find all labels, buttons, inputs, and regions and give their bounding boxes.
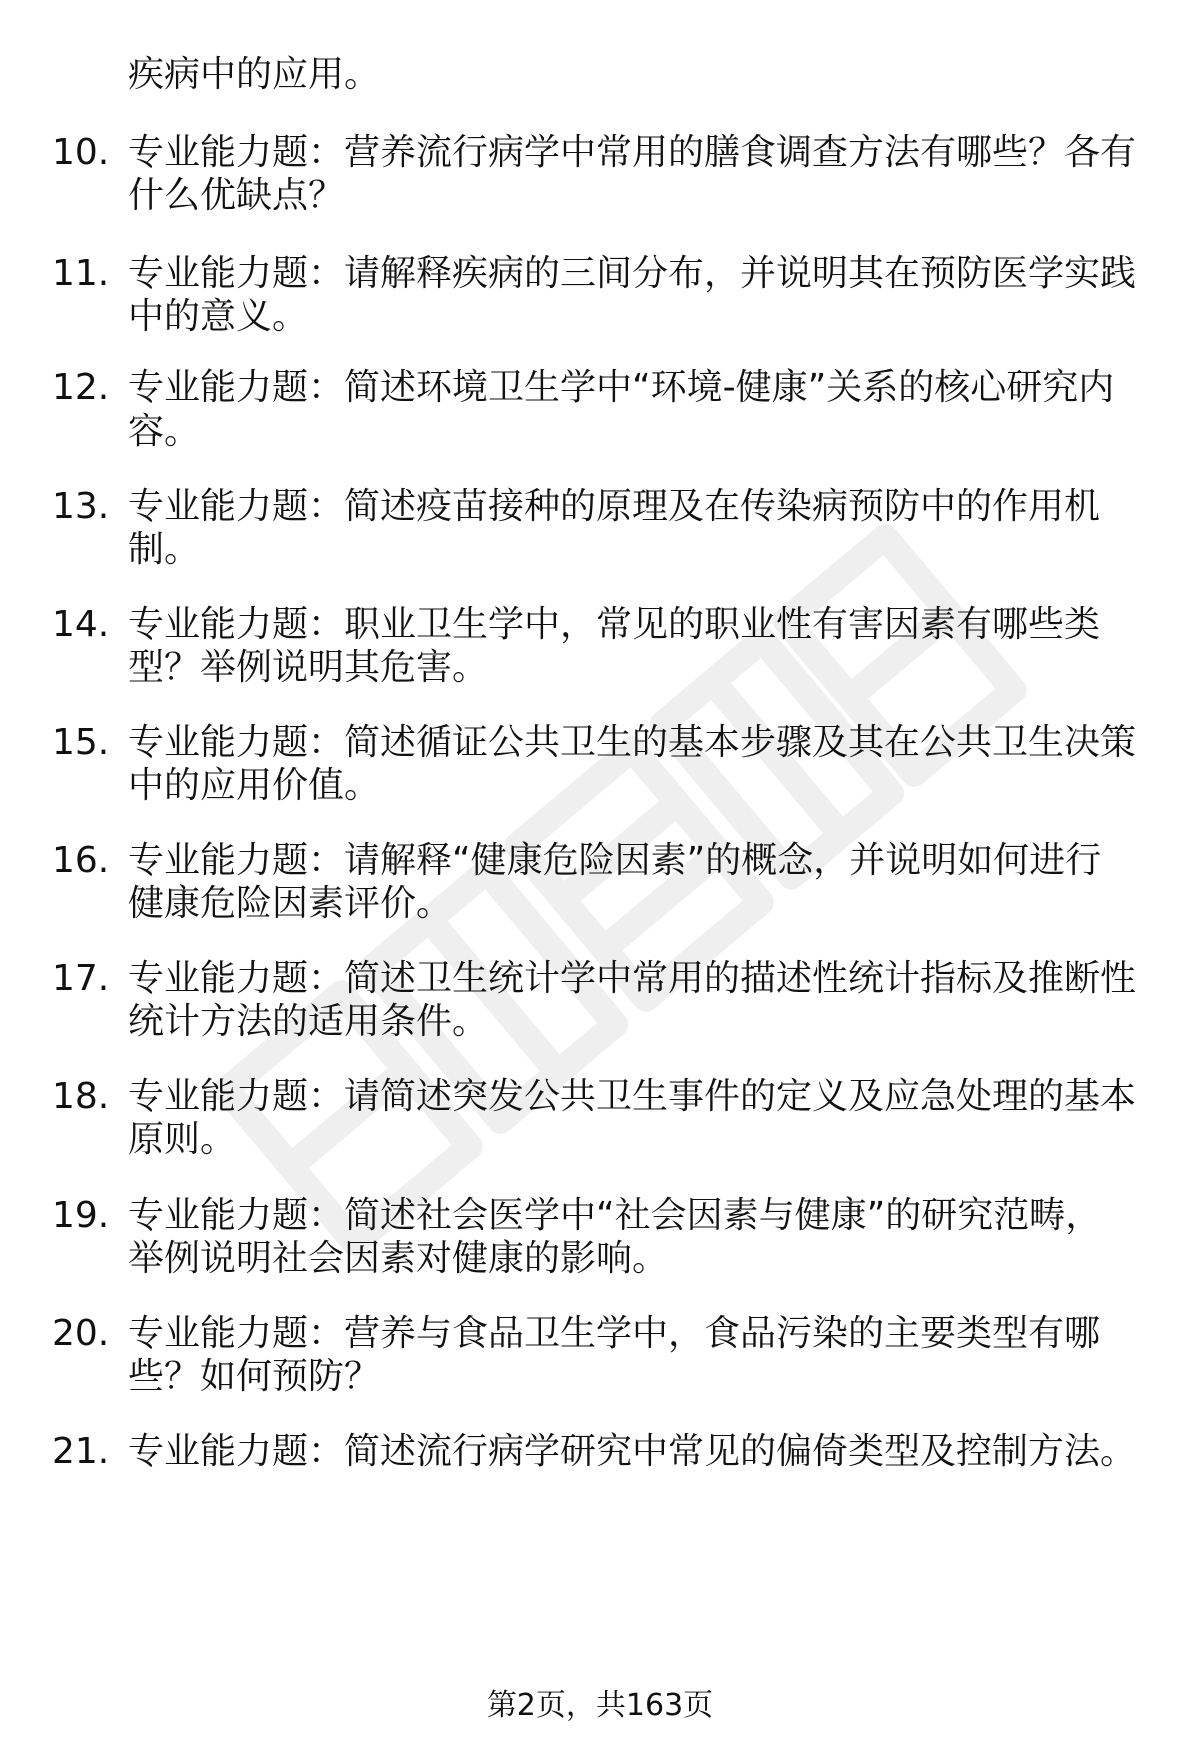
item-number-20: 20. <box>52 1313 110 1354</box>
item-number-12: 12. <box>52 367 110 408</box>
item-number-10: 10. <box>52 132 110 173</box>
item-17-line-1: 专业能力题：简述卫生统计学中常用的描述性统计指标及推断性 <box>128 958 1137 999</box>
item-20-line-2: 些？如何预防？ <box>128 1356 381 1397</box>
item-11-line-1: 专业能力题：请解释疾病的三间分布，并说明其在预防医学实践 <box>128 253 1137 294</box>
item-15-line-1: 专业能力题：简述循证公共卫生的基本步骤及其在公共卫生决策 <box>128 722 1137 763</box>
item-number-21: 21. <box>52 1431 110 1472</box>
item-19-line-1: 专业能力题：简述社会医学中“社会因素与健康”的研究范畴， <box>128 1195 1102 1236</box>
continued-line: 疾病中的应用。 <box>128 54 381 95</box>
item-number-16: 16. <box>52 840 110 881</box>
item-18-line-1: 专业能力题：请简述突发公共卫生事件的定义及应急处理的基本 <box>128 1076 1137 1117</box>
item-18-line-2: 原则。 <box>128 1119 237 1160</box>
item-number-17: 17. <box>52 958 110 999</box>
item-14-line-1: 专业能力题：职业卫生学中，常见的职业性有害因素有哪些类 <box>128 604 1101 645</box>
page-footer: 第2页，共163页 <box>486 1688 714 1723</box>
item-12-line-2: 容。 <box>128 411 201 452</box>
item-number-15: 15. <box>52 722 110 763</box>
item-14-line-2: 型？举例说明其危害。 <box>128 647 489 688</box>
item-12-line-1: 专业能力题：简述环境卫生学中“环境-健康”关系的核心研究内 <box>128 367 1115 408</box>
item-number-18: 18. <box>52 1076 110 1117</box>
item-15-line-2: 中的应用价值。 <box>128 765 381 806</box>
item-21-line-1: 专业能力题：简述流行病学研究中常见的偏倚类型及控制方法。 <box>128 1431 1137 1472</box>
item-number-19: 19. <box>52 1195 110 1236</box>
item-number-13: 13. <box>52 486 110 527</box>
item-16-line-1: 专业能力题：请解释“健康危险因素”的概念，并说明如何进行 <box>128 840 1102 881</box>
item-13-line-2: 制。 <box>128 529 201 570</box>
item-19-line-2: 举例说明社会因素对健康的影响。 <box>128 1238 669 1279</box>
item-number-11: 11. <box>52 253 110 294</box>
item-11-line-2: 中的意义。 <box>128 296 309 337</box>
item-10-line-2: 什么优缺点？ <box>128 175 345 216</box>
item-20-line-1: 专业能力题：营养与食品卫生学中，食品污染的主要类型有哪 <box>128 1313 1101 1354</box>
item-17-line-2: 统计方法的适用条件。 <box>128 1001 489 1042</box>
item-13-line-1: 专业能力题：简述疫苗接种的原理及在传染病预防中的作用机 <box>128 486 1101 527</box>
item-10-line-1: 专业能力题：营养流行病学中常用的膳食调查方法有哪些？各有 <box>128 132 1137 173</box>
item-number-14: 14. <box>52 604 110 645</box>
item-16-line-2: 健康危险因素评价。 <box>128 883 453 924</box>
